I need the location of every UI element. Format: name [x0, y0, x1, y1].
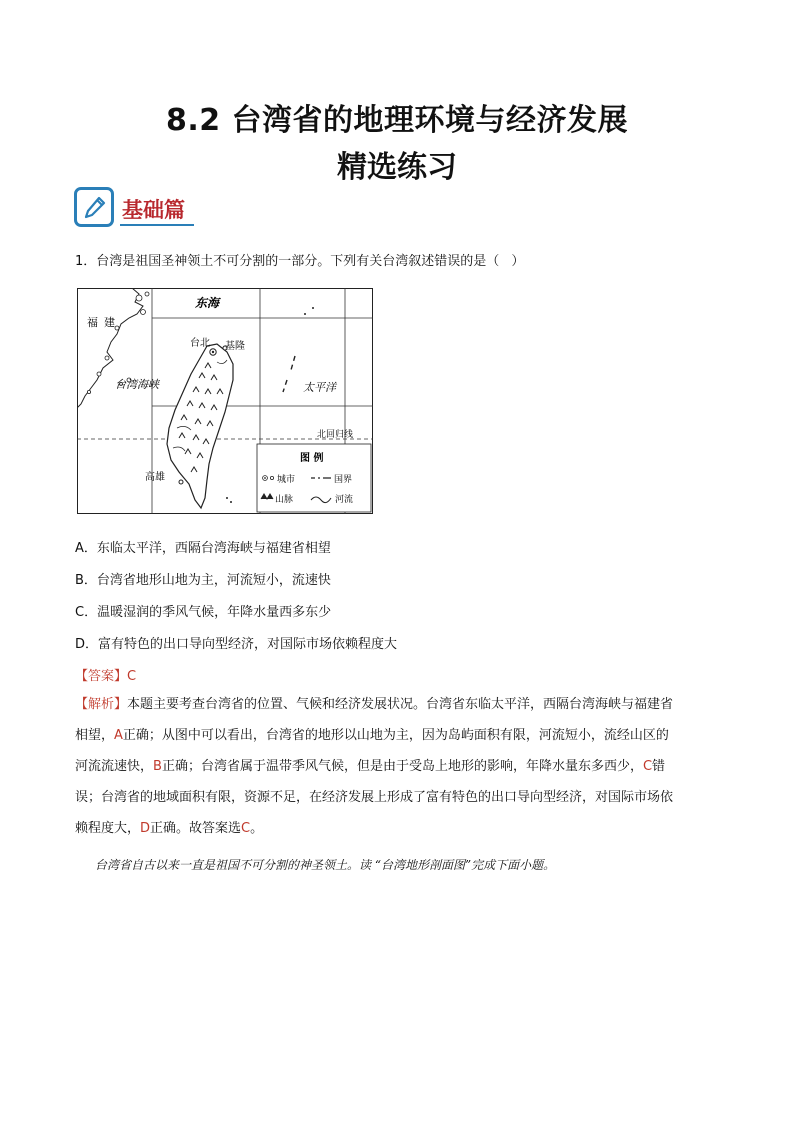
label-strait: 台湾海峡 [115, 378, 159, 391]
label-pacific: 太平洋 [303, 381, 336, 394]
explanation-line-3: 河流流速快，B正确；台湾省属于温带季风气候，但是由于受岛上地形的影响，年降水量东多西少，C错 [75, 759, 666, 774]
explanation-label: 【解析】 [75, 697, 128, 712]
legend-river: 河流 [335, 495, 354, 505]
kaohsiung-marker [179, 480, 183, 484]
taiwan-map [77, 288, 373, 514]
map-legend [257, 444, 371, 512]
explanation-line-5: 赖程度大，D正确。故答案选C。 [75, 821, 264, 836]
answer-line [75, 665, 136, 684]
answer-label: 【答案】 [75, 669, 128, 684]
option-b: B．台湾省地形山地为主，河流短小，流速快 [75, 573, 331, 588]
label-taipei: 台北 [190, 338, 210, 349]
section-underline [120, 224, 194, 226]
legend-border: 国界 [334, 475, 353, 485]
option-a: A．东临太平洋，西隔台湾海峡与福建省相望 [75, 541, 331, 556]
pencil-edit-icon [74, 187, 114, 227]
page-subtitle: 精选练习 [337, 150, 457, 185]
legend-mountain: 山脉 [275, 495, 294, 505]
answer-value: C [127, 669, 137, 684]
legend-title: 图 例 [300, 453, 324, 464]
label-keelung: 基隆 [225, 341, 245, 352]
label-fujian: 福建 [87, 316, 121, 329]
question-text: 1．台湾是祖国圣神领土不可分割的一部分。下列有关台湾叙述错误的是（ [75, 254, 500, 269]
option-c: C．温暖湿润的季风气候，年降水量西多东少 [75, 605, 332, 620]
answer-blank: ） [511, 254, 525, 269]
legend-city: 城市 [277, 475, 296, 485]
explanation-line-2: 相望，A正确；从图中可以看出，台湾省的地形以山地为主，因为岛屿面积有限，河流短小，流经山区的 [75, 728, 669, 743]
question-stem [75, 250, 524, 269]
explanation [75, 689, 725, 844]
label-east-sea: 东海 [195, 296, 220, 310]
page-title: 8.2 台湾省的地理环境与经济发展 [165, 103, 629, 138]
option-d: D．富有特色的出口导向型经济，对国际市场依赖程度大 [75, 637, 398, 652]
label-kaohsiung: 高雄 [145, 472, 165, 483]
label-tropic: 北回归线 [317, 430, 354, 440]
explanation-line-1: 【解析】本题主要考查台湾省的位置、气候和经济发展状况。台湾省东临太平洋，西隔台湾海峡与福建省 [75, 697, 674, 712]
section-label: 基础篇 [122, 197, 185, 222]
explanation-line-4: 误；台湾省的地域面积有限，资源不足，在经济发展上形成了富有特色的出口导向型经济，对国际市场依 [75, 790, 674, 805]
next-question-intro: 台湾省自古以来一直是祖国不可分割的神圣领土。读 “台湾地形剖面图”完成下面小题。 [95, 858, 556, 872]
